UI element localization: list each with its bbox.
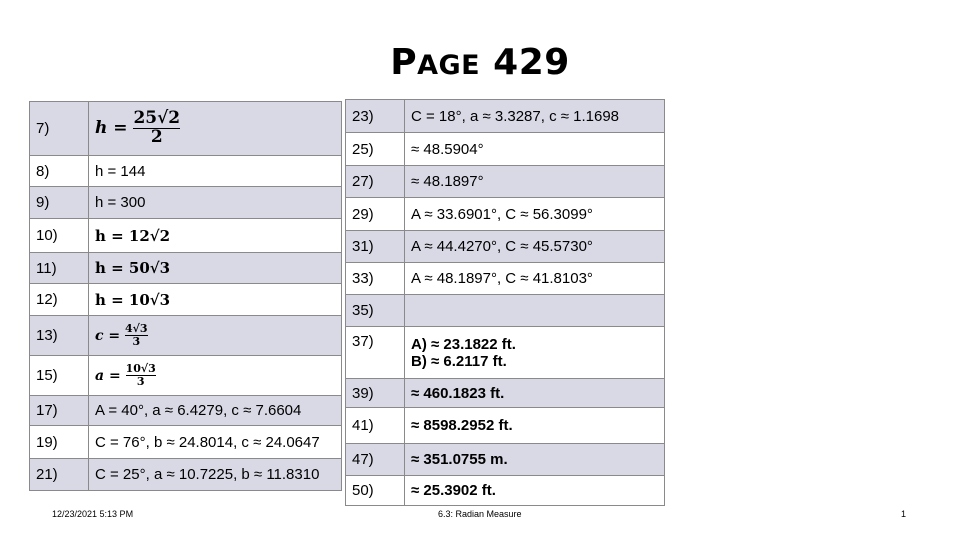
table-row: 29) A ≈ 33.6901°, C ≈ 56.3099° — [346, 198, 665, 231]
page-title: PAGE 429 — [390, 42, 570, 83]
table-row: 17) A = 40°, a ≈ 6.4279, c ≈ 7.6604 — [30, 396, 342, 426]
table-row: 7) h = $\frac{25√2}{2}$ — [30, 102, 342, 156]
answer-cell: ≈ 351.0755 m. — [405, 444, 665, 476]
table-row: 25) ≈ 48.5904° — [346, 133, 665, 166]
table-row: 8) h = 144 — [30, 156, 342, 187]
answer-cell: ≈ 48.1897° — [405, 166, 665, 198]
table-row: 31) A ≈ 44.4270°, C ≈ 45.5730° — [346, 231, 665, 263]
table-row: 15) a = $\frac{10√3}{3}$ — [30, 356, 342, 396]
table-row: 10) h = 12√2 — [30, 219, 342, 253]
answer-cell: ≈ 48.5904° — [405, 133, 665, 166]
footer-title: 6.3: Radian Measure — [438, 509, 522, 519]
answer-cell: C = 18°, a ≈ 3.3287, c ≈ 1.1698 — [405, 100, 665, 133]
answer-cell: h = 10√3 — [89, 284, 342, 316]
table-row: 39) ≈ 460.1823 ft. — [346, 379, 665, 408]
table-row: 27) ≈ 48.1897° — [346, 166, 665, 198]
answer-cell: A) ≈ 23.1822 ft. B) ≈ 6.2117 ft. — [405, 327, 665, 379]
answer-cell: c = $\frac{4√3}{3}$ — [89, 316, 342, 356]
answer-cell: A ≈ 33.6901°, C ≈ 56.3099° — [405, 198, 665, 231]
answer-cell: A ≈ 48.1897°, C ≈ 41.8103° — [405, 263, 665, 295]
answer-cell: h = 50√3 — [89, 253, 342, 284]
answer-cell: C = 76°, b ≈ 24.8014, c ≈ 24.0647 — [89, 426, 342, 459]
footer-date: 12/23/2021 5:13 PM — [52, 509, 134, 519]
table-row: 33) A ≈ 48.1897°, C ≈ 41.8103° — [346, 263, 665, 295]
answer-cell — [405, 295, 665, 327]
table-row: 41) ≈ 8598.2952 ft. — [346, 408, 665, 444]
table-row: 11) h = 50√3 — [30, 253, 342, 284]
answer-cell: h = 12√2 — [89, 219, 342, 253]
table-row: 37) A) ≈ 23.1822 ft. B) ≈ 6.2117 ft. — [346, 327, 665, 379]
answer-cell: A ≈ 44.4270°, C ≈ 45.5730° — [405, 231, 665, 263]
table-row: 21) C = 25°, a ≈ 10.7225, b ≈ 11.8310 — [30, 459, 342, 491]
answers-table-right — [345, 99, 665, 506]
answer-cell: C = 25°, a ≈ 10.7225, b ≈ 11.8310 — [89, 459, 342, 491]
answer-cell: h = 300 — [89, 187, 342, 219]
answer-cell: ≈ 460.1823 ft. — [405, 379, 665, 408]
page-number: 1 — [901, 509, 907, 519]
answer-cell: h = $\frac{25√2}{2}$ — [89, 102, 342, 156]
table-row: 9) h = 300 — [30, 187, 342, 219]
table-row: 47) ≈ 351.0755 m. — [346, 444, 665, 476]
table-row: 35) — [346, 295, 665, 327]
table-row: 19) C = 76°, b ≈ 24.8014, c ≈ 24.0647 — [30, 426, 342, 459]
table-row: 12) h = 10√3 — [30, 284, 342, 316]
answer-cell: ≈ 8598.2952 ft. — [405, 408, 665, 444]
answer-cell: ≈ 25.3902 ft. — [405, 476, 665, 506]
answer-cell: A = 40°, a ≈ 6.4279, c ≈ 7.6604 — [89, 396, 342, 426]
answer-cell: h = 144 — [89, 156, 342, 187]
answers-table-left — [29, 101, 342, 491]
answer-cell: a = $\frac{10√3}{3}$ — [89, 356, 342, 396]
table-row: 23) C = 18°, a ≈ 3.3287, c ≈ 1.1698 — [346, 100, 665, 133]
table-row: 13) c = $\frac{4√3}{3}$ — [30, 316, 342, 356]
table-row: 50) ≈ 25.3902 ft. — [346, 476, 665, 506]
